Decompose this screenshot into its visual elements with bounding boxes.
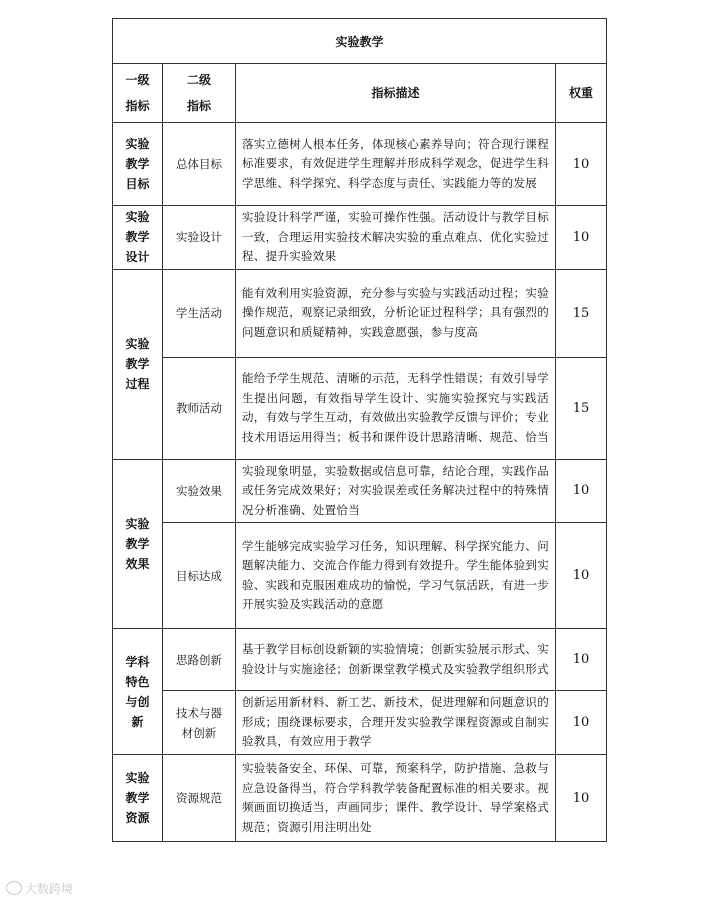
description-cell: 创新运用新材料、新工艺、新技术，促进理解和问题意识的形成；围绕课标要求，合理开发实验教学课程资源或自制实验教具，有效应用于教学 [236,691,556,755]
table-row [113,123,607,206]
table-row [113,269,607,357]
header-level2: 二级 指标 [163,64,236,123]
weight-cell: 15 [556,357,607,459]
description-cell: 实验现象明显，实验数据或信息可靠，结论合理，实践作品或任务完成效果好；对实验误差或任务解决过程中的特殊情况分析准确、处置恰当 [236,459,556,523]
header-weight: 权重 [556,64,607,123]
title-row [113,19,607,64]
weight-cell: 15 [556,269,607,357]
level1-cell: 实验 教学 设计 [113,206,163,270]
rubric-table [112,18,607,842]
description-cell: 能有效利用实验资源，充分参与实验与实践活动过程；实验操作规范，观察记录细致，分析论证过程科学；具有强烈的问题意识和质疑精神，实践意愿强，参与度高 [236,269,556,357]
header-row [113,64,607,123]
weight-cell: 10 [556,523,607,629]
level2-cell: 目标达成 [163,523,236,629]
level2-cell: 实验效果 [163,459,236,523]
table-row [113,523,607,629]
weight-cell: 10 [556,459,607,523]
table-row [113,755,607,842]
weight-cell: 10 [556,755,607,842]
table-row [113,206,607,270]
watermark-text: 大数跨境 [25,882,74,896]
description-cell: 落实立德树人根本任务，体现核心素养导向；符合现行课程标准要求，有效促进学生理解并形成科学观念，促进学生科学思维、科学探究、科学态度与责任、实践能力等的发展 [236,123,556,206]
level2-cell: 总体目标 [163,123,236,206]
level2-cell: 思路创新 [163,629,236,691]
level2-cell: 实验设计 [163,206,236,270]
level1-cell: 实验 教学 效果 [113,459,163,629]
weight-cell: 10 [556,206,607,270]
table-row [113,691,607,755]
level2-cell: 学生活动 [163,269,236,357]
table-row [113,459,607,523]
header-level1: 一级 指标 [113,64,163,123]
description-cell: 能给予学生规范、清晰的示范，无科学性错误；有效引导学生提出问题，有效指导学生设计、实施实验探究与实践活动，有效与学生互动，有效做出实验教学反馈与评价；专业技术用语运用得当；板书和课件设计思路清晰、规范、恰当 [236,357,556,459]
level2-cell: 资源规范 [163,755,236,842]
table-row [113,357,607,459]
level2-cell: 技术与器 材创新 [163,691,236,755]
level2-cell: 教师活动 [163,357,236,459]
table-title: 实验教学 [113,19,607,64]
weight-cell: 10 [556,123,607,206]
level1-cell: 实验 教学 资源 [113,755,163,842]
description-cell: 学生能够完成实验学习任务，知识理解、科学探究能力、问题解决能力、交流合作能力得到有效提升。学生能体验到实验、实践和克服困难成功的愉悦，学习气氛活跃，有进一步开展实验及实践活动的意愿 [236,523,556,629]
watermark [6,880,73,897]
level1-cell: 实验 教学 目标 [113,123,163,206]
description-cell: 基于教学目标创设新颖的实验情境；创新实验展示形式、实验设计与实施途径；创新课堂教学模式及实验教学组织形式 [236,629,556,691]
watermark-logo-icon [6,881,22,895]
level1-cell: 学科 特色 与创 新 [113,629,163,755]
header-description: 指标描述 [236,64,556,123]
level1-cell: 实验 教学 过程 [113,269,163,459]
description-cell: 实验装备安全、环保、可靠，预案科学，防护措施、急救与应急设备得当，符合学科教学装备配置标准的相关要求。视频画面切换适当，声画同步；课件、教学设计、导学案格式规范；资源引用注明出处 [236,755,556,842]
description-cell: 实验设计科学严谨，实验可操作性强。活动设计与教学目标一致，合理运用实验技术解决实验的重点难点、优化实验过程、提升实验效果 [236,206,556,270]
weight-cell: 10 [556,629,607,691]
weight-cell: 10 [556,691,607,755]
table-row [113,629,607,691]
